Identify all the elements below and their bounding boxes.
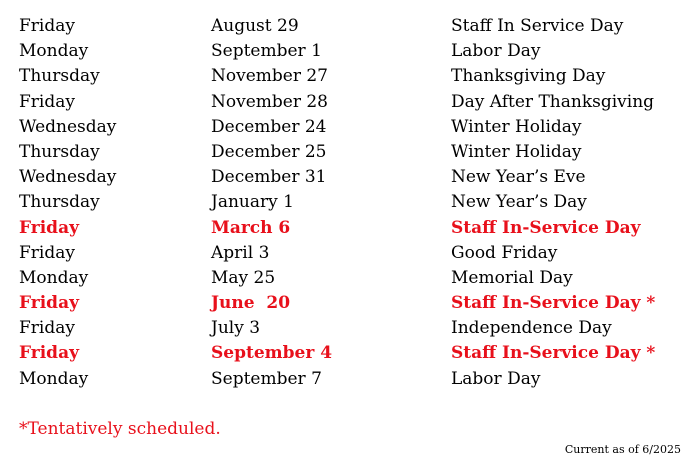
date: August 29: [211, 16, 299, 36]
schedule-row-highlighted: [19, 216, 684, 241]
event-name: Memorial Day: [451, 267, 573, 288]
schedule-row: [19, 266, 684, 291]
schedule-row-highlighted: [19, 341, 684, 366]
date: September 7: [211, 368, 322, 389]
holiday-schedule: [19, 14, 684, 392]
event-name: Day After Thanksgiving: [451, 91, 655, 112]
event-name: New Year’s Day: [451, 192, 587, 213]
schedule-row: [19, 14, 684, 39]
event-name: Good Friday: [451, 242, 558, 263]
day-of-week: Friday: [19, 242, 75, 263]
day-of-week: Monday: [19, 368, 89, 389]
event-name: Staff In Service Day: [451, 16, 624, 36]
schedule-row: [19, 115, 684, 140]
day-of-week: Monday: [19, 41, 89, 62]
date: July 3: [211, 318, 261, 339]
date: September 4: [211, 343, 333, 364]
schedule-row: [19, 39, 684, 64]
tentative-footnote: *Tentatively scheduled.: [19, 419, 221, 439]
event-name: Independence Day: [451, 318, 612, 339]
schedule-row: [19, 90, 684, 115]
current-as-of-note: Current as of 6/2025: [564, 443, 681, 456]
day-of-week: Friday: [19, 318, 75, 339]
event-name: Staff In-Service Day *: [451, 293, 656, 314]
date: April 3: [211, 242, 270, 263]
date: June 20: [211, 293, 291, 314]
date: November 28: [211, 91, 328, 112]
date: January 1: [211, 192, 294, 213]
day-of-week: Friday: [19, 91, 75, 112]
day-of-week: Thursday: [19, 192, 100, 213]
day-of-week: Friday: [19, 343, 79, 364]
event-name: Thanksgiving Day: [451, 66, 606, 87]
schedule-row: [19, 190, 684, 215]
event-name: New Year’s Eve: [451, 167, 586, 188]
day-of-week: Friday: [19, 293, 79, 314]
schedule-row: [19, 241, 684, 266]
day-of-week: Friday: [19, 217, 79, 238]
date: December 24: [211, 116, 327, 137]
date: December 25: [211, 141, 327, 162]
schedule-row: [19, 165, 684, 190]
day-of-week: Monday: [19, 267, 89, 288]
schedule-row: [19, 367, 684, 392]
event-name: Labor Day: [451, 368, 541, 389]
day-of-week: Wednesday: [19, 116, 117, 137]
day-of-week: Thursday: [19, 141, 100, 162]
schedule-row: [19, 140, 684, 165]
event-name: Winter Holiday: [451, 141, 582, 162]
schedule-row: [19, 316, 684, 341]
day-of-week: Thursday: [19, 66, 100, 87]
event-name: Staff In-Service Day *: [451, 343, 656, 364]
date: May 25: [211, 267, 276, 288]
event-name: Staff In-Service Day: [451, 217, 641, 238]
day-of-week: Wednesday: [19, 167, 117, 188]
event-name: Labor Day: [451, 41, 541, 62]
schedule-row-highlighted: [19, 291, 684, 316]
date: November 27: [211, 66, 328, 87]
schedule-row: [19, 64, 684, 89]
date: March 6: [211, 217, 291, 238]
day-of-week: Friday: [19, 16, 75, 36]
event-name: Winter Holiday: [451, 116, 582, 137]
date: September 1: [211, 41, 322, 62]
date: December 31: [211, 167, 327, 188]
